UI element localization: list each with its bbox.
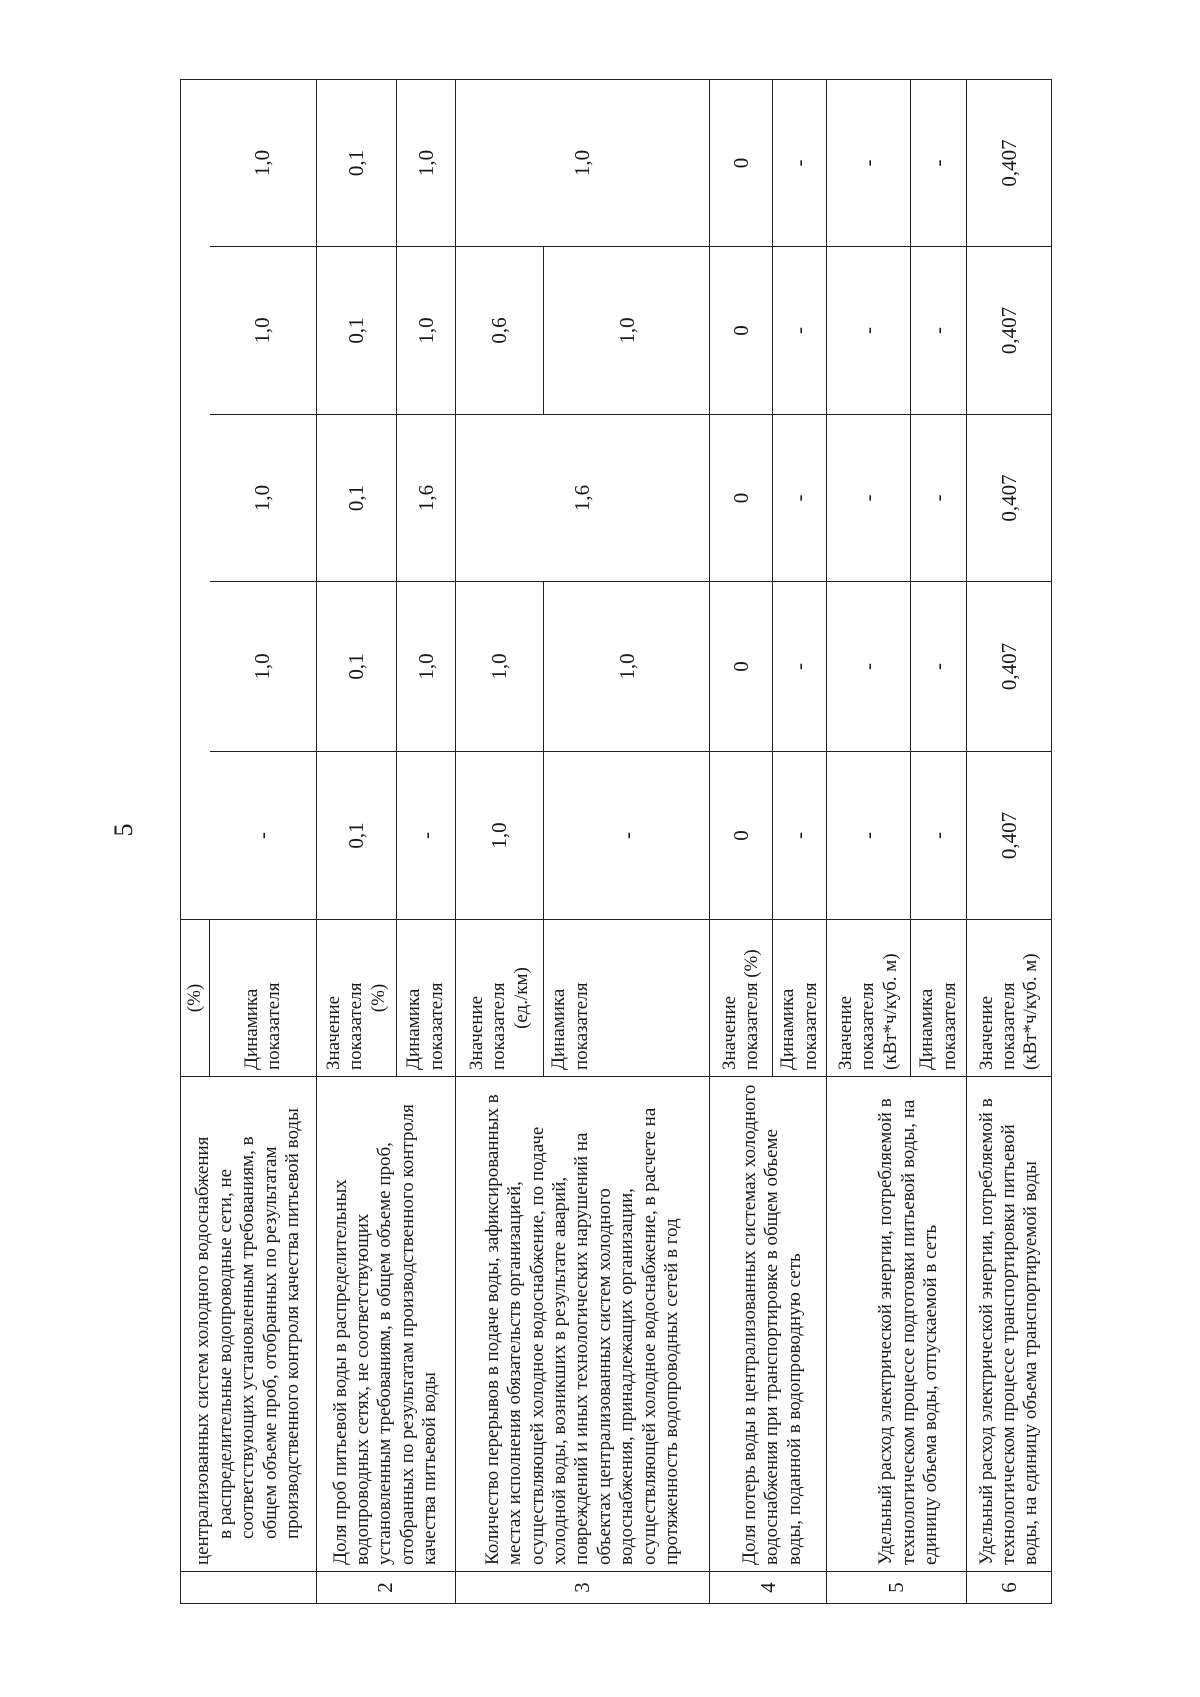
indicator-description: Удельный расход электрической энергии, потребляемой в технологическом процессе транспортировки питьевой воды, на единицу объема транспортируемой воды xyxy=(967,1077,1052,1572)
value-cell: 1,0 xyxy=(544,582,710,752)
value-cell: - xyxy=(827,415,911,582)
unit-tail: (%) xyxy=(367,983,389,1013)
value-cell: - xyxy=(773,79,827,246)
value-cell: 0 xyxy=(710,582,773,752)
row-number: 4 xyxy=(710,1572,827,1604)
unit-cell xyxy=(455,920,544,1077)
table-row xyxy=(967,79,1052,1603)
unit-cell: Динамика показателя xyxy=(210,920,317,1077)
value-cell: - xyxy=(773,582,827,752)
value-cell: 0,407 xyxy=(967,752,1052,920)
empty-cell xyxy=(181,79,210,919)
value-cell: - xyxy=(827,752,911,920)
value-cell: 1,0 xyxy=(210,79,317,246)
table-row xyxy=(316,79,396,1603)
description-text: в распределительные водопроводные сети, не соответствующих установленным требованиям, в общем объеме проб, отобранных по результатам производственного контроля качества питьевой воды xyxy=(214,1108,303,1539)
description-first-line: централизованных систем холодного водоснабжения xyxy=(192,1136,214,1565)
value-cell: - xyxy=(910,582,966,752)
value-cell: 0 xyxy=(710,79,773,246)
row-number: 3 xyxy=(455,1572,710,1604)
unit-text: Значение показателя xyxy=(322,982,367,1070)
table-row xyxy=(827,79,911,1603)
unit-tail: (ед./км) xyxy=(510,967,532,1029)
value-cell: - xyxy=(827,247,911,415)
value-cell: 0,407 xyxy=(967,79,1052,246)
value-cell: 0,407 xyxy=(967,247,1052,415)
row-number xyxy=(181,1572,317,1604)
indicator-description: Доля потерь воды в централизованных системах холодного водоснабжения при транспортировке в общем объеме воды, поданной в водопроводную сеть xyxy=(710,1077,827,1572)
value-cell: - xyxy=(397,752,455,920)
unit-cell: Динамика показателя xyxy=(910,920,966,1077)
value-cell: - xyxy=(910,247,966,415)
row-number: 2 xyxy=(316,1572,455,1604)
value-cell: - xyxy=(827,582,911,752)
unit-cell: Значение показателя (%) xyxy=(710,920,773,1077)
unit-cell: Динамика показателя xyxy=(544,920,710,1077)
unit-cell xyxy=(316,920,396,1077)
value-cell: 1,0 xyxy=(397,582,455,752)
table-row xyxy=(710,79,773,1603)
value-cell: 1,6 xyxy=(397,415,455,582)
value-cell: - xyxy=(910,752,966,920)
unit-cell: Динамика показателя xyxy=(773,920,827,1077)
value-cell: - xyxy=(773,752,827,920)
value-cell: 0 xyxy=(710,752,773,920)
row-number: 6 xyxy=(967,1572,1052,1604)
value-cell: - xyxy=(910,79,966,246)
rotated-page xyxy=(180,80,1052,1604)
value-cell: - xyxy=(773,247,827,415)
unit-cell: (%) xyxy=(181,920,210,1077)
indicator-description: Доля проб питьевой воды в распределительных водопроводных сетях, не соответствующих установленным требованиям, в общем объеме проб, отобранных по результатам производственного контроля качества питьевой воды xyxy=(316,1077,455,1572)
indicator-description: Количество перерывов в подаче воды, зафиксированных в местах исполнения обязательств организацией, осуществляющей холодное водоснабжение, по подаче холодной воды, возникших в результате аварий, повреждений и иных технологических нарушений на объектах централизованных систем холодного водоснабжения, принадлежащих организации, осуществляющей холодное водоснабжение, в расчете на протяженность водопроводных сетей в год xyxy=(455,1077,710,1572)
table-row xyxy=(181,79,210,1603)
unit-text: Значение показателя xyxy=(465,982,510,1070)
value-cell: 1,0 xyxy=(210,247,317,415)
value-cell: 1,6 xyxy=(455,415,710,582)
value-cell: 0,1 xyxy=(316,752,396,920)
value-cell: 0,407 xyxy=(967,582,1052,752)
value-cell: 0,6 xyxy=(455,247,544,415)
value-cell: 1,0 xyxy=(397,79,455,246)
value-cell: 0,407 xyxy=(967,415,1052,582)
value-cell: 1,0 xyxy=(544,247,710,415)
value-cell: 0,1 xyxy=(316,582,396,752)
value-cell: 0,1 xyxy=(316,247,396,415)
value-cell: 1,0 xyxy=(455,79,710,246)
page-number: 5 xyxy=(109,823,138,837)
table-row xyxy=(455,79,544,1603)
value-cell: 0 xyxy=(710,247,773,415)
indicator-description xyxy=(181,1077,317,1572)
value-cell: 1,0 xyxy=(397,247,455,415)
indicators-table xyxy=(180,79,1052,1604)
value-cell: 1,0 xyxy=(455,752,544,920)
value-cell: - xyxy=(773,415,827,582)
value-cell: 0,1 xyxy=(316,415,396,582)
unit-cell: Значение показателя (кВт*ч/куб. м) xyxy=(967,920,1052,1077)
value-cell: - xyxy=(827,79,911,246)
row-number: 5 xyxy=(827,1572,967,1604)
value-cell: 1,0 xyxy=(210,415,317,582)
unit-cell: Динамика показателя xyxy=(397,920,455,1077)
indicator-description: Удельный расход электрической энергии, потребляемой в технологическом процессе подготовки питьевой воды, на единицу объема воды, отпускаемой в сеть xyxy=(827,1077,967,1572)
value-cell: 1,0 xyxy=(455,582,544,752)
value-cell: - xyxy=(910,415,966,582)
value-cell: - xyxy=(544,752,710,920)
unit-cell: Значение показателя (кВт*ч/куб. м) xyxy=(827,920,911,1077)
value-cell: 0,1 xyxy=(316,79,396,246)
value-cell: - xyxy=(210,752,317,920)
value-cell: 0 xyxy=(710,415,773,582)
value-cell: 1,0 xyxy=(210,582,317,752)
